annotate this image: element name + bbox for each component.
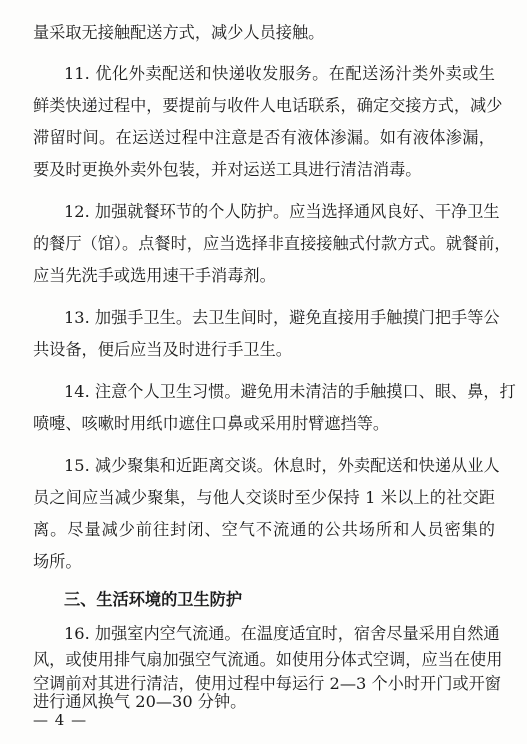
item-15-line-1: 15. 减少聚集和近距离交谈。休息时，外卖配送和快递从业人: [64, 456, 500, 475]
item-16-line-3: 空调前对其进行清洁，使用过程中每运行 2—3 个小时开门或开窗: [33, 674, 501, 693]
section-heading: 三、生活环境的卫生防护: [64, 590, 243, 609]
item-11-line-3: 滞留时间。在运送过程中注意是否有液体渗漏。如有液体渗漏，: [33, 128, 495, 147]
paragraph-10-line-3: 量采取无接触配送方式，减少人员接触。: [33, 23, 325, 42]
item-16-line-1: 16. 加强室内空气流通。在温度适宜时，宿舍尽量采用自然通: [64, 624, 500, 643]
item-15-line-3: 离。尽量减少前往封闭、空气不流通的公共场所和人员密集的: [33, 520, 495, 539]
item-11-line-2: 鲜类快递过程中，要提前与收件人电话联系，确定交接方式，减少: [33, 96, 503, 115]
item-15-line-4: 场所。: [33, 552, 82, 571]
item-15-line-2: 员之间应当减少聚集，与他人交谈时至少保持 1 米以上的社交距: [33, 488, 495, 507]
item-14-line-1: 14. 注意个人卫生习惯。避免用未清洁的手触摸口、眼、鼻，打: [64, 382, 516, 401]
item-13-line-2: 共设备，便后应当及时进行手卫生。: [33, 340, 292, 359]
item-14-line-2: 喷嚏、咳嗽时用纸巾遮住口鼻或采用肘臂遮挡等。: [33, 414, 390, 433]
page-number: — 4 —: [33, 711, 88, 729]
item-12-line-2: 的餐厅（馆）。点餐时，应当选择非直接接触式付款方式。就餐前，: [33, 234, 511, 253]
item-11-line-4: 要及时更换外卖外包装，并对运送工具进行清洁消毒。: [33, 160, 422, 179]
item-12-line-1: 12. 加强就餐环节的个人防护。应当选择通风良好、干净卫生: [64, 202, 500, 221]
item-11-line-1: 11. 优化外卖配送和快递收发服务。在配送汤汁类外卖或生: [64, 64, 495, 83]
item-13-line-1: 13. 加强手卫生。去卫生间时，避免直接用手触摸门把手等公: [64, 308, 500, 327]
item-16-line-4: 进行通风换气 20—30 分钟。: [33, 692, 247, 711]
item-12-line-3: 应当先洗手或选用速干手消毒剂。: [33, 266, 276, 285]
item-16-line-2: 风，或使用排气扇加强空气流通。如使用分体式空调，应当在使用: [33, 650, 503, 669]
